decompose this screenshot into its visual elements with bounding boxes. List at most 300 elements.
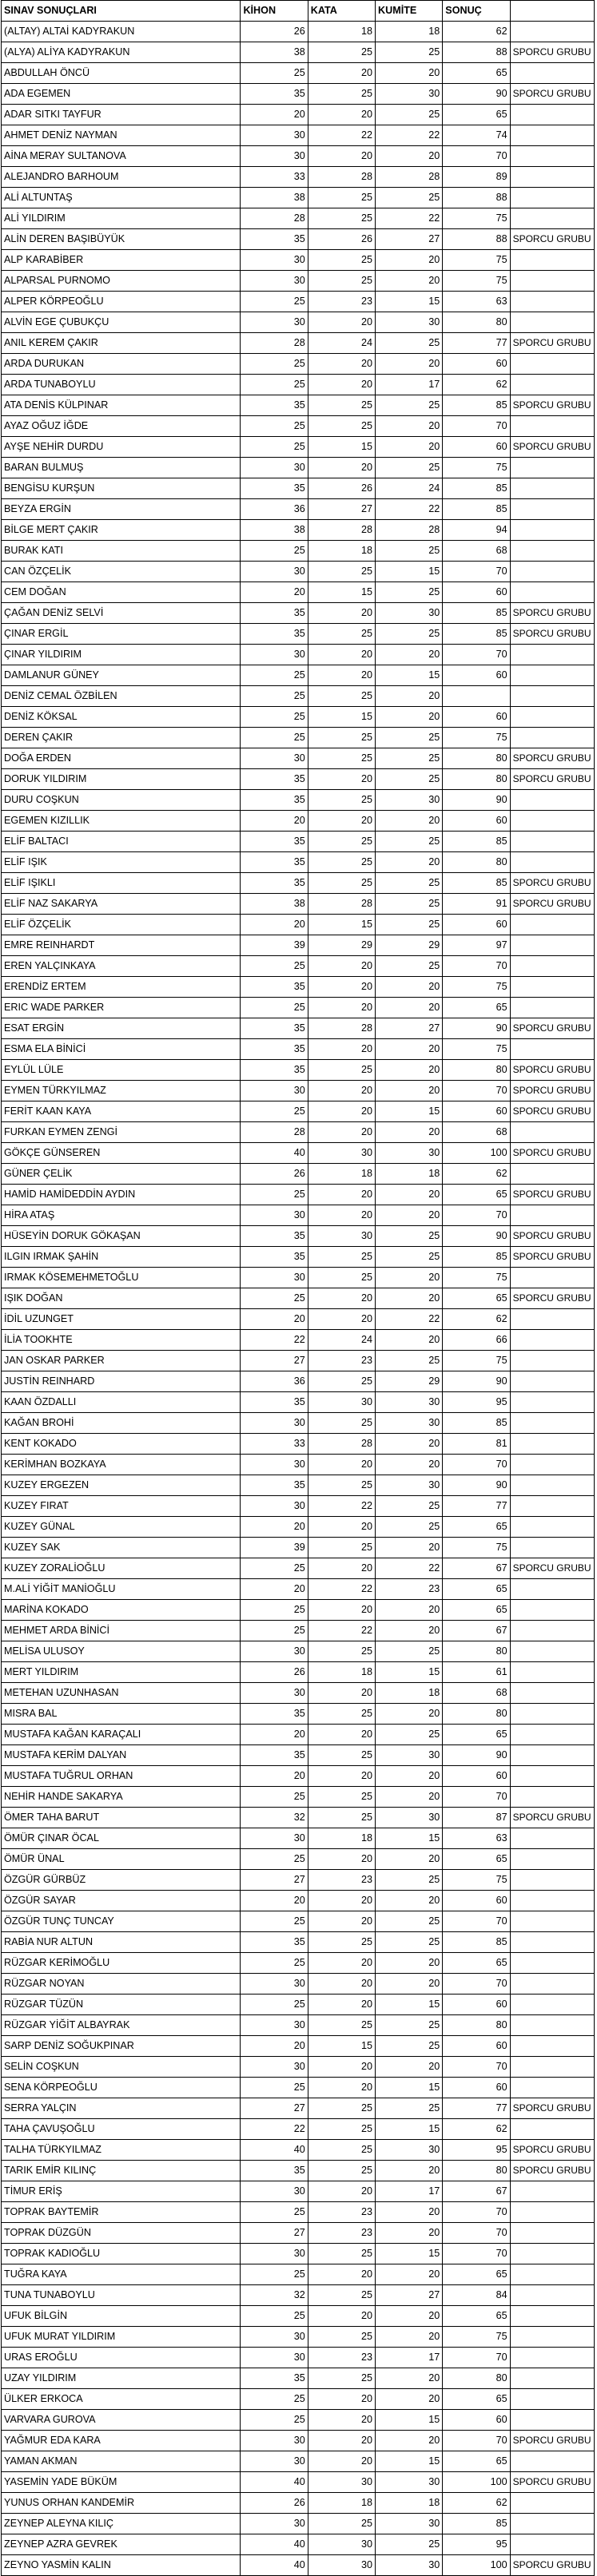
kata-score: 20 xyxy=(308,1455,375,1475)
table-row xyxy=(2,1039,595,1060)
kumite-score: 20 xyxy=(376,645,443,665)
student-name: RÜZGAR TÜZÜN xyxy=(2,1995,241,2015)
group-label xyxy=(510,2285,594,2306)
kihon-score: 25 xyxy=(241,998,308,1018)
kata-score: 25 xyxy=(308,1413,375,1434)
kihon-score: 30 xyxy=(241,748,308,769)
total-score: 88 xyxy=(443,188,510,208)
total-score: 65 xyxy=(443,1953,510,1974)
table-row xyxy=(2,1891,595,1911)
student-name: KUZEY SAK xyxy=(2,1538,241,1558)
kihon-score: 25 xyxy=(241,437,308,458)
kata-score: 22 xyxy=(308,1579,375,1600)
kihon-score: 35 xyxy=(241,1704,308,1725)
kumite-score: 15 xyxy=(376,1662,443,1683)
table-row xyxy=(2,42,595,63)
total-score: 70 xyxy=(443,2202,510,2223)
kihon-score: 20 xyxy=(241,582,308,603)
kihon-score: 35 xyxy=(241,1932,308,1953)
student-name: ELİF NAZ SAKARYA xyxy=(2,894,241,915)
kumite-score: 30 xyxy=(376,312,443,333)
total-score: 65 xyxy=(443,1288,510,1309)
kumite-score: 30 xyxy=(376,1808,443,1828)
kihon-score: 25 xyxy=(241,2202,308,2223)
table-row xyxy=(2,1641,595,1662)
kata-score: 20 xyxy=(308,1122,375,1143)
kata-score: 20 xyxy=(308,977,375,998)
group-label xyxy=(510,1704,594,1725)
table-row xyxy=(2,873,595,894)
kata-score: 20 xyxy=(308,1288,375,1309)
student-name: JAN OSKAR PARKER xyxy=(2,1351,241,1371)
kihon-score: 30 xyxy=(241,645,308,665)
table-row xyxy=(2,22,595,42)
kata-score: 20 xyxy=(308,2431,375,2451)
kihon-score: 35 xyxy=(241,769,308,790)
kihon-score: 35 xyxy=(241,1039,308,1060)
kihon-score: 25 xyxy=(241,416,308,437)
kumite-score: 25 xyxy=(376,1517,443,1538)
student-name: ALİ YILDIRIM xyxy=(2,208,241,229)
group-label xyxy=(510,1538,594,1558)
total-score: 90 xyxy=(443,1745,510,1766)
total-score: 62 xyxy=(443,1164,510,1185)
kata-score: 25 xyxy=(308,1060,375,1081)
student-name: BEYZA ERGİN xyxy=(2,499,241,520)
kumite-score: 20 xyxy=(376,686,443,707)
group-label xyxy=(510,2015,594,2036)
total-score: 90 xyxy=(443,790,510,811)
total-score: 80 xyxy=(443,1704,510,1725)
total-score: 60 xyxy=(443,2078,510,2098)
table-row xyxy=(2,915,595,935)
header-kumite: KUMİTE xyxy=(376,1,443,22)
total-score: 91 xyxy=(443,894,510,915)
student-name: DEREN ÇAKIR xyxy=(2,728,241,748)
table-row xyxy=(2,1662,595,1683)
total-score: 70 xyxy=(443,146,510,167)
table-row xyxy=(2,852,595,873)
student-name: ESMA ELA BİNİCİ xyxy=(2,1039,241,1060)
kata-score: 20 xyxy=(308,2306,375,2327)
kumite-score: 20 xyxy=(376,1060,443,1081)
kihon-score: 39 xyxy=(241,1538,308,1558)
kumite-score: 30 xyxy=(376,1745,443,1766)
student-name: BARAN BULMUŞ xyxy=(2,458,241,478)
kata-score: 25 xyxy=(308,1787,375,1808)
student-name: TAHA ÇAVUŞOĞLU xyxy=(2,2119,241,2140)
group-label xyxy=(510,125,594,146)
student-name: RÜZGAR YİĞİT ALBAYRAK xyxy=(2,2015,241,2036)
total-score: 75 xyxy=(443,1039,510,1060)
table-row xyxy=(2,1725,595,1745)
kihon-score: 30 xyxy=(241,1455,308,1475)
kumite-score: 25 xyxy=(376,894,443,915)
kihon-score: 35 xyxy=(241,1018,308,1039)
total-score: 84 xyxy=(443,2285,510,2306)
kihon-score: 30 xyxy=(241,1496,308,1517)
group-label xyxy=(510,1745,594,1766)
group-label xyxy=(510,1309,594,1330)
table-row xyxy=(2,84,595,105)
total-score: 75 xyxy=(443,208,510,229)
kihon-score: 30 xyxy=(241,1683,308,1704)
student-name: SERRA YALÇIN xyxy=(2,2098,241,2119)
student-name: FURKAN EYMEN ZENGİ xyxy=(2,1122,241,1143)
kumite-score: 20 xyxy=(376,271,443,292)
student-name: YAMAN AKMAN xyxy=(2,2451,241,2472)
group-label xyxy=(510,2078,594,2098)
kumite-score: 15 xyxy=(376,1101,443,1122)
kata-score: 25 xyxy=(308,271,375,292)
kata-score: 25 xyxy=(308,852,375,873)
total-score: 63 xyxy=(443,292,510,312)
group-label xyxy=(510,832,594,852)
kata-score: 20 xyxy=(308,2264,375,2285)
table-row xyxy=(2,312,595,333)
kihon-score: 30 xyxy=(241,2327,308,2348)
table-row xyxy=(2,2119,595,2140)
kumite-score: 20 xyxy=(376,354,443,375)
kata-score: 25 xyxy=(308,84,375,105)
table-row xyxy=(2,1808,595,1828)
kumite-score: 25 xyxy=(376,748,443,769)
kumite-score: 20 xyxy=(376,1081,443,1101)
kihon-score: 28 xyxy=(241,333,308,354)
kata-score: 23 xyxy=(308,292,375,312)
kata-score: 30 xyxy=(308,1143,375,1164)
table-row xyxy=(2,1538,595,1558)
student-name: YUNUS ORHAN KANDEMİR xyxy=(2,2493,241,2514)
group-label xyxy=(510,1662,594,1683)
kata-score: 23 xyxy=(308,1870,375,1891)
group-label: SPORCU GRUBU xyxy=(510,1101,594,1122)
group-label: SPORCU GRUBU xyxy=(510,2472,594,2493)
kata-score: 25 xyxy=(308,748,375,769)
kata-score: 22 xyxy=(308,1496,375,1517)
student-name: ALEJANDRO BARHOUM xyxy=(2,167,241,188)
student-name: MEHMET ARDA BİNİCİ xyxy=(2,1621,241,1641)
table-row xyxy=(2,2327,595,2348)
kumite-score: 20 xyxy=(376,1434,443,1455)
student-name: AYAZ OĞUZ İĞDE xyxy=(2,416,241,437)
student-name: ARDA TUNABOYLU xyxy=(2,375,241,395)
kata-score: 26 xyxy=(308,478,375,499)
table-row xyxy=(2,1870,595,1891)
group-label xyxy=(510,2057,594,2078)
kata-score: 20 xyxy=(308,312,375,333)
header-result: SONUÇ xyxy=(443,1,510,22)
table-row xyxy=(2,998,595,1018)
kata-score: 20 xyxy=(308,2410,375,2431)
student-name: TOPRAK BAYTEMİR xyxy=(2,2202,241,2223)
total-score: 88 xyxy=(443,229,510,250)
table-row xyxy=(2,2389,595,2410)
group-label xyxy=(510,1122,594,1143)
kihon-score: 38 xyxy=(241,894,308,915)
kumite-score: 20 xyxy=(376,1704,443,1725)
group-label xyxy=(510,1828,594,1849)
kumite-score: 25 xyxy=(376,333,443,354)
student-name: ELİF IŞIKLI xyxy=(2,873,241,894)
kihon-score: 35 xyxy=(241,2368,308,2389)
kata-score: 25 xyxy=(308,2140,375,2161)
table-row xyxy=(2,665,595,686)
student-name: DOĞA ERDEN xyxy=(2,748,241,769)
kata-score: 23 xyxy=(308,2348,375,2368)
kumite-score: 23 xyxy=(376,1579,443,1600)
kihon-score: 27 xyxy=(241,2098,308,2119)
kata-score: 22 xyxy=(308,1621,375,1641)
kihon-score: 25 xyxy=(241,1185,308,1205)
kihon-score: 25 xyxy=(241,292,308,312)
table-row xyxy=(2,935,595,956)
student-name: KUZEY FIRAT xyxy=(2,1496,241,1517)
kihon-score: 30 xyxy=(241,1413,308,1434)
kumite-score: 15 xyxy=(376,1828,443,1849)
group-label xyxy=(510,1995,594,2015)
table-row xyxy=(2,63,595,84)
group-label xyxy=(510,2223,594,2244)
kihon-score: 30 xyxy=(241,1641,308,1662)
kihon-score: 26 xyxy=(241,1164,308,1185)
total-score: 75 xyxy=(443,1268,510,1288)
results-body xyxy=(2,22,595,2576)
kumite-score: 30 xyxy=(376,1392,443,1413)
kata-score: 20 xyxy=(308,2057,375,2078)
kata-score: 25 xyxy=(308,42,375,63)
kumite-score: 15 xyxy=(376,562,443,582)
kata-score: 20 xyxy=(308,1995,375,2015)
total-score: 65 xyxy=(443,2389,510,2410)
kumite-score: 22 xyxy=(376,499,443,520)
kihon-score: 35 xyxy=(241,1745,308,1766)
kumite-score: 20 xyxy=(376,2202,443,2223)
table-row xyxy=(2,686,595,707)
group-label xyxy=(510,1496,594,1517)
kumite-score: 15 xyxy=(376,2451,443,2472)
student-name: ZEYNEP AZRA GEVREK xyxy=(2,2534,241,2555)
group-label: SPORCU GRUBU xyxy=(510,1060,594,1081)
kumite-score: 20 xyxy=(376,63,443,84)
student-name: AYŞE NEHİR DURDU xyxy=(2,437,241,458)
kumite-score: 20 xyxy=(376,707,443,728)
total-score: 75 xyxy=(443,1870,510,1891)
student-name: DENİZ KÖKSAL xyxy=(2,707,241,728)
table-row xyxy=(2,1974,595,1995)
kumite-score: 25 xyxy=(376,1725,443,1745)
kumite-score: 20 xyxy=(376,2161,443,2181)
student-name: MERT YILDIRIM xyxy=(2,1662,241,1683)
student-name: URAS EROĞLU xyxy=(2,2348,241,2368)
kihon-score: 25 xyxy=(241,1288,308,1309)
table-row xyxy=(2,1621,595,1641)
student-name: TOPRAK KADIOĞLU xyxy=(2,2244,241,2264)
student-name: ALPARSAL PURNOMO xyxy=(2,271,241,292)
student-name: (ALYA) ALİYA KADYRAKUN xyxy=(2,42,241,63)
kata-score: 25 xyxy=(308,1475,375,1496)
student-name: KERİMHAN BOZKAYA xyxy=(2,1455,241,1475)
kumite-score: 20 xyxy=(376,811,443,832)
group-label xyxy=(510,167,594,188)
group-label xyxy=(510,541,594,562)
table-row xyxy=(2,1704,595,1725)
kumite-score: 25 xyxy=(376,1351,443,1371)
total-score: 70 xyxy=(443,2057,510,2078)
student-name: ALİ ALTUNTAŞ xyxy=(2,188,241,208)
kihon-score: 38 xyxy=(241,520,308,541)
kihon-score: 25 xyxy=(241,1849,308,1870)
kata-score: 25 xyxy=(308,1932,375,1953)
total-score: 80 xyxy=(443,748,510,769)
kihon-score: 25 xyxy=(241,1101,308,1122)
kata-score: 25 xyxy=(308,208,375,229)
table-row xyxy=(2,624,595,645)
kihon-score: 25 xyxy=(241,1787,308,1808)
group-label xyxy=(510,935,594,956)
kumite-score: 20 xyxy=(376,1205,443,1226)
student-name: SELİN COŞKUN xyxy=(2,2057,241,2078)
kata-score: 25 xyxy=(308,728,375,748)
kihon-score: 35 xyxy=(241,873,308,894)
kumite-score: 22 xyxy=(376,1558,443,1579)
kihon-score: 30 xyxy=(241,2431,308,2451)
kata-score: 20 xyxy=(308,1891,375,1911)
kumite-score: 22 xyxy=(376,1309,443,1330)
kumite-score: 25 xyxy=(376,395,443,416)
kata-score: 25 xyxy=(308,873,375,894)
kata-score: 20 xyxy=(308,1205,375,1226)
total-score: 85 xyxy=(443,1247,510,1268)
student-name: ANIL KEREM ÇAKIR xyxy=(2,333,241,354)
total-score: 85 xyxy=(443,2514,510,2534)
student-name: ZEYNO YASMİN KALIN xyxy=(2,2555,241,2576)
student-name: ELİF IŞIK xyxy=(2,852,241,873)
student-name: MELİSA ULUSOY xyxy=(2,1641,241,1662)
total-score: 85 xyxy=(443,603,510,624)
total-score: 75 xyxy=(443,271,510,292)
total-score: 100 xyxy=(443,2555,510,2576)
kata-score: 25 xyxy=(308,1704,375,1725)
total-score: 65 xyxy=(443,2451,510,2472)
kihon-score: 30 xyxy=(241,1974,308,1995)
kata-score: 20 xyxy=(308,665,375,686)
table-row xyxy=(2,1766,595,1787)
table-row xyxy=(2,2202,595,2223)
table-row xyxy=(2,1455,595,1475)
kata-score: 25 xyxy=(308,2015,375,2036)
kata-score: 25 xyxy=(308,250,375,271)
student-name: ADA EGEMEN xyxy=(2,84,241,105)
group-label xyxy=(510,1600,594,1621)
total-score: 70 xyxy=(443,1455,510,1475)
kata-score: 24 xyxy=(308,333,375,354)
student-name: SENA KÖRPEOĞLU xyxy=(2,2078,241,2098)
group-label: SPORCU GRUBU xyxy=(510,84,594,105)
kata-score: 30 xyxy=(308,2472,375,2493)
kihon-score: 25 xyxy=(241,956,308,977)
table-row xyxy=(2,188,595,208)
kata-score: 30 xyxy=(308,1392,375,1413)
kihon-score: 20 xyxy=(241,2036,308,2057)
student-name: ÇINAR ERGİL xyxy=(2,624,241,645)
kumite-score: 15 xyxy=(376,2410,443,2431)
group-label: SPORCU GRUBU xyxy=(510,748,594,769)
group-label xyxy=(510,2306,594,2327)
kihon-score: 27 xyxy=(241,1351,308,1371)
table-row xyxy=(2,1953,595,1974)
group-label xyxy=(510,2181,594,2202)
kihon-score: 25 xyxy=(241,2078,308,2098)
exam-results-table xyxy=(1,0,595,2576)
table-row xyxy=(2,375,595,395)
table-row xyxy=(2,1268,595,1288)
table-row xyxy=(2,832,595,852)
total-score: 70 xyxy=(443,1974,510,1995)
table-row xyxy=(2,2036,595,2057)
student-name: HÜSEYİN DORUK GÖKAŞAN xyxy=(2,1226,241,1247)
kumite-score: 30 xyxy=(376,603,443,624)
kihon-score: 30 xyxy=(241,2514,308,2534)
student-name: (ALTAY) ALTAİ KADYRAKUN xyxy=(2,22,241,42)
kihon-score: 36 xyxy=(241,499,308,520)
total-score: 88 xyxy=(443,42,510,63)
group-label: SPORCU GRUBU xyxy=(510,395,594,416)
group-label xyxy=(510,2327,594,2348)
total-score: 80 xyxy=(443,312,510,333)
total-score: 85 xyxy=(443,832,510,852)
kata-score: 25 xyxy=(308,832,375,852)
kihon-score: 30 xyxy=(241,2057,308,2078)
total-score: 75 xyxy=(443,728,510,748)
table-row xyxy=(2,1081,595,1101)
kumite-score: 15 xyxy=(376,2244,443,2264)
header-name: SINAV SONUÇLARI xyxy=(2,1,241,22)
total-score: 65 xyxy=(443,1517,510,1538)
table-row xyxy=(2,2451,595,2472)
group-label xyxy=(510,2389,594,2410)
kumite-score: 18 xyxy=(376,1164,443,1185)
kihon-score: 22 xyxy=(241,2119,308,2140)
kihon-score: 30 xyxy=(241,562,308,582)
table-row xyxy=(2,146,595,167)
table-row xyxy=(2,728,595,748)
kumite-score: 25 xyxy=(376,105,443,125)
kihon-score: 30 xyxy=(241,271,308,292)
kumite-score: 15 xyxy=(376,2119,443,2140)
total-score: 70 xyxy=(443,1081,510,1101)
kumite-score: 25 xyxy=(376,2534,443,2555)
table-row xyxy=(2,1932,595,1953)
kihon-score: 35 xyxy=(241,852,308,873)
total-score: 80 xyxy=(443,769,510,790)
group-label xyxy=(510,478,594,499)
group-label xyxy=(510,1870,594,1891)
total-score: 60 xyxy=(443,2410,510,2431)
kihon-score: 25 xyxy=(241,1600,308,1621)
student-name: EYMEN TÜRKYILMAZ xyxy=(2,1081,241,1101)
kumite-score: 20 xyxy=(376,1600,443,1621)
kumite-score: 30 xyxy=(376,2555,443,2576)
total-score: 80 xyxy=(443,852,510,873)
table-row xyxy=(2,582,595,603)
table-row xyxy=(2,956,595,977)
kata-score: 25 xyxy=(308,188,375,208)
kihon-score: 25 xyxy=(241,1911,308,1932)
group-label xyxy=(510,915,594,935)
kata-score: 18 xyxy=(308,1662,375,1683)
kihon-score: 30 xyxy=(241,1828,308,1849)
